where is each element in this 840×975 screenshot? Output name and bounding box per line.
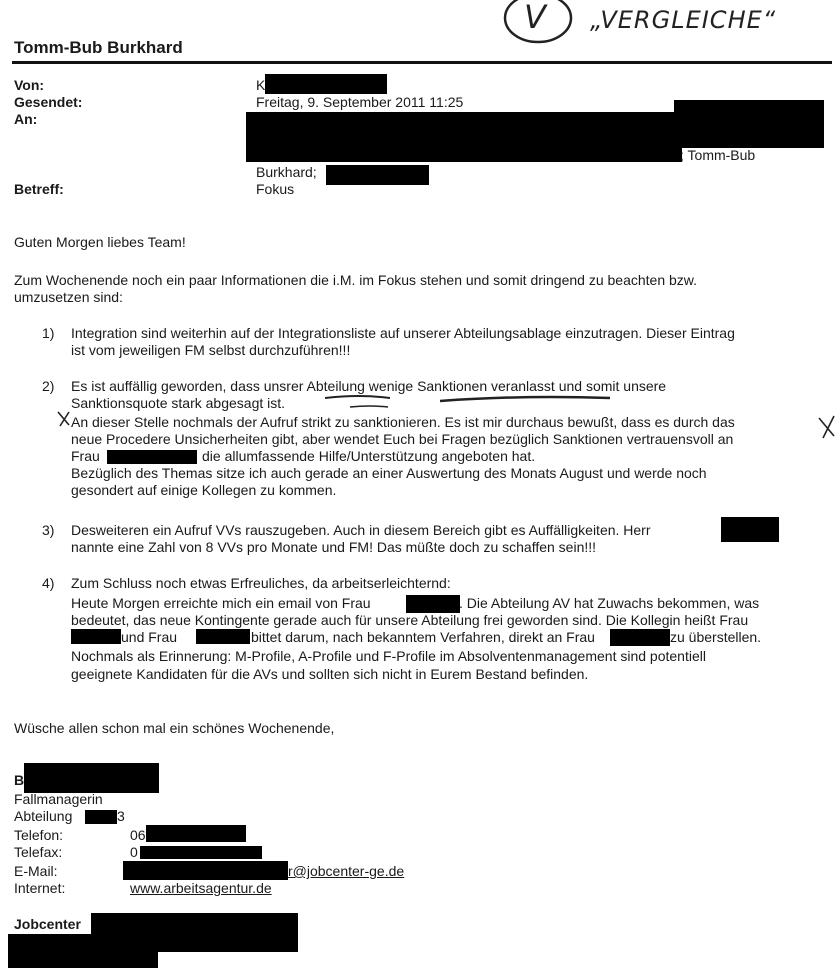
item-2-line-1: Es ist auffällig geworden, dass unsrer Abteilung wenige Sanktionen veranlasst und somit unsere bbox=[71, 378, 667, 394]
item-4-line-5: Nochmals als Erinnerung: M-Profile, A-Profile und F-Profile im Absolventenmanagement sind potentiell bbox=[71, 648, 706, 664]
internet-link[interactable]: www.arbeitsagentur.de bbox=[130, 880, 272, 896]
item-2-line-4: neue Procedere Unsicherheiten gibt, aber wendet Euch bei Fragen bezüglich Sanktionen vertrauensvoll an bbox=[71, 431, 734, 447]
item-4-line-4b: bittet darum, nach bekanntem Verfahren, direkt an Frau bbox=[251, 629, 595, 645]
signature-org: Jobcenter bbox=[14, 916, 81, 932]
from-label: Von: bbox=[14, 77, 45, 93]
redaction-item-4-name-2 bbox=[71, 629, 121, 644]
item-2-line-2: Sanktionsquote stark abgesagt ist. bbox=[71, 395, 286, 411]
item-1-line-1: Integration sind weiterhin auf der Integrationsliste auf unserer Abteilungsablage einzutragen. Dieser Eintrag bbox=[71, 325, 735, 341]
fax-value-prefix: 0 bbox=[130, 844, 138, 860]
item-4-line-4a: und Frau bbox=[121, 629, 178, 645]
subject-label: Betreff: bbox=[14, 181, 64, 197]
phone-value-prefix: 06 bbox=[130, 827, 146, 843]
handwritten-circle-letter: V bbox=[524, 0, 546, 36]
item-4-line-2b: . Die Abteilung AV hat Zuwachs bekommen, was bbox=[459, 595, 760, 611]
to-label: An: bbox=[14, 111, 38, 127]
redaction-to-main bbox=[246, 112, 824, 148]
closing: Wüsche allen schon mal ein schönes Wochenende, bbox=[14, 720, 335, 736]
sent-value: Freitag, 9. September 2011 11:25 bbox=[256, 94, 464, 110]
redaction-dept-number bbox=[85, 810, 117, 824]
redaction-item-2-name bbox=[107, 450, 197, 464]
from-value: K bbox=[256, 77, 266, 93]
item-2-line-5: die allumfassende Hilfe/Unterstützung angeboten hat. bbox=[202, 448, 536, 464]
item-4-line-2a: Heute Morgen erreichte mich ein email von Frau bbox=[71, 595, 371, 611]
redaction-signature-name bbox=[24, 763, 159, 793]
item-2-line-6: Bezüglich des Themas sitze ich auch gerade an einer Auswertung des Monats August und werde noch bbox=[71, 465, 707, 481]
signature-initial: B bbox=[14, 772, 25, 788]
item-3-line-2: nannte eine Zahl von 8 VVs pro Monate und FM! Das müßte doch zu schaffen sein!!! bbox=[71, 539, 597, 555]
item-2-line-7: gesondert auf einige Kollegen zu kommen. bbox=[71, 482, 337, 498]
handwritten-underline bbox=[320, 390, 620, 412]
email-link[interactable]: r@jobcenter-ge.de bbox=[288, 863, 405, 879]
redaction-to-line bbox=[246, 146, 682, 162]
handwritten-note: „VERGLEICHE“ bbox=[590, 6, 777, 34]
intro-line-2: umzusetzen sind: bbox=[14, 289, 123, 305]
item-4-line-1: Zum Schluss noch etwas Erfreuliches, da arbeitserleichternd: bbox=[71, 575, 451, 591]
item-1-number: 1) bbox=[42, 325, 55, 341]
item-4-line-6: geeignete Kandidaten für die AVs und sollten sich nicht in Eurem Bestand befinden. bbox=[71, 666, 589, 682]
item-4-number: 4) bbox=[42, 575, 55, 591]
redaction-phone bbox=[146, 825, 246, 842]
redaction-email-user bbox=[123, 861, 288, 880]
item-3-line-1: Desweiteren ein Aufruf VVs rauszugeben. Auch in diesem Bereich gibt es Auffälligkeiten. Herr bbox=[71, 522, 651, 538]
to-value-tail: ; Tomm-Bub bbox=[680, 147, 756, 163]
mailbox-owner-name: Tomm-Bub Burkhard bbox=[14, 38, 183, 57]
handwritten-x-left bbox=[56, 410, 72, 428]
redaction-item-4-name-1 bbox=[406, 595, 460, 613]
redaction-to-last bbox=[326, 165, 429, 185]
item-2-line-5-prefix: Frau bbox=[71, 448, 100, 464]
greeting: Guten Morgen liebes Team! bbox=[14, 234, 186, 250]
email-label: E-Mail: bbox=[14, 863, 58, 879]
item-2-number: 2) bbox=[42, 378, 55, 394]
header-divider bbox=[12, 61, 832, 64]
signature-role: Fallmanagerin bbox=[14, 791, 103, 807]
redaction-item-4-name-3 bbox=[196, 629, 250, 644]
sent-label: Gesendet: bbox=[14, 94, 83, 110]
redaction-item-4-name-4 bbox=[610, 629, 670, 646]
item-1-line-2: ist vom jeweiligen FM selbst durchzuführen!!! bbox=[71, 342, 351, 358]
item-2-line-3: An dieser Stelle nochmals der Aufruf strikt zu sanktionieren. Es ist mir durchaus bewußt, dass es durch das bbox=[71, 414, 735, 430]
fax-label: Telefax: bbox=[14, 844, 63, 860]
item-4-line-3: bedeutet, das neue Kontingente gerade auch für unsere Abteilung frei geworden sind. Die Kollegin heißt Frau bbox=[71, 612, 749, 628]
internet-label: Internet: bbox=[14, 880, 66, 896]
signature-dept-suffix: 3 bbox=[117, 808, 125, 824]
redaction-from bbox=[265, 74, 387, 94]
redaction-fax bbox=[140, 846, 262, 859]
item-4-line-4c: zu überstellen. bbox=[670, 629, 762, 645]
subject-value: Fokus bbox=[256, 181, 295, 197]
signature-dept-prefix: Abteilung bbox=[14, 808, 73, 824]
redaction-item-3-name bbox=[721, 517, 779, 542]
phone-label: Telefon: bbox=[14, 827, 64, 843]
item-3-number: 3) bbox=[42, 522, 55, 538]
to-value-line2: Burkhard; bbox=[256, 164, 317, 180]
handwritten-x-right bbox=[817, 414, 837, 440]
intro-line-1: Zum Wochenende noch ein paar Informationen die i.M. im Fokus stehen und somit dringend zu beachten bzw. bbox=[14, 272, 698, 288]
redaction-org-line bbox=[8, 934, 158, 968]
